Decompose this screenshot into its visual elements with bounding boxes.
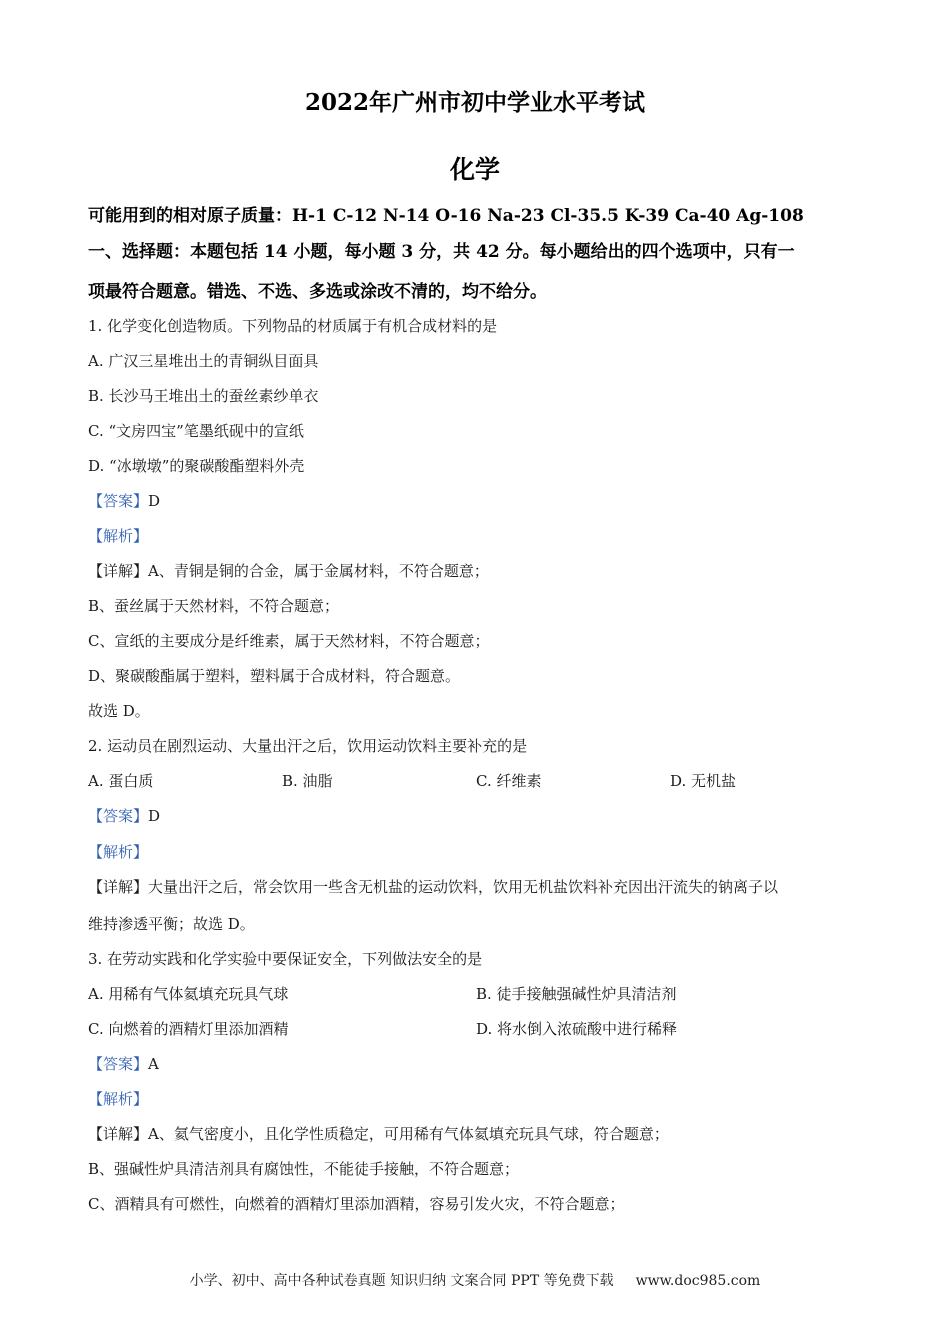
q1-option-b: B. 长沙马王堆出土的蚕丝素纱单衣 [88,387,319,405]
detail-label: 【详解】 [88,562,149,580]
q2-answer-value: D [148,807,161,825]
detail-label: 【详解】 [88,1125,149,1143]
q2-option-c: C. 纤维素 [476,772,542,790]
q2-detail-line2: 维持渗透平衡；故选 D。 [88,915,255,933]
q1-conclusion: 故选 D。 [88,702,150,720]
q2-analysis-label: 【解析】 [88,843,149,861]
q1-option-a: A. 广汉三星堆出土的青铜纵目面具 [88,352,319,370]
atomic-masses: 可能用到的相对原子质量：H-1 C-12 N-14 O-16 Na-23 Cl-35.5 K-39 Ca-40 Ag-108 [88,206,804,226]
q1-answer [88,491,160,511]
q2-detail-text: 大量出汗之后，常会饮用一些含无机盐的运动饮料，饮用无机盐饮料补充因出汗流失的钠离子以 [148,878,779,896]
q3-detail-text: A、氦气密度小，且化学性质稳定，可用稀有气体氦填充玩具气球，符合题意； [148,1125,669,1143]
footer-text: 小学、初中、高中各种试卷真题 知识归纳 文案合同 PPT 等免费下载 [189,1273,614,1289]
q3-answer [88,1054,159,1074]
q1-detail-line2: B、蚕丝属于天然材料，不符合题意； [88,597,340,615]
q1-answer-value: D [148,492,161,510]
section-intro-line1: 一、选择题：本题包括 14 小题，每小题 3 分，共 42 分。每小题给出的四个选项中，只有一 [88,242,795,262]
subject-title: 化学 [449,155,500,184]
q3-option-a: A. 用稀有气体氦填充玩具气球 [88,985,289,1003]
q1-detail-line4: D、聚碳酸酯属于塑料，塑料属于合成材料，符合题意。 [88,667,461,685]
q3-detail-line3: C、酒精具有可燃性，向燃着的酒精灯里添加酒精，容易引发火灾，不符合题意； [88,1195,625,1213]
answer-label: 【答案】 [88,807,149,825]
detail-label: 【详解】 [88,878,149,896]
q1-detail-text: A、青铜是铜的合金，属于金属材料，不符合题意； [148,562,489,580]
q1-detail-line1 [88,561,489,581]
section-intro-line2: 项最符合题意。错选、不选、多选或涂改不清的，均不给分。 [88,282,547,302]
q2-option-a: A. 蛋白质 [88,772,154,790]
q3-analysis-label: 【解析】 [88,1090,149,1108]
answer-label: 【答案】 [88,492,149,510]
q3-detail-line1 [88,1124,669,1144]
q3-answer-value: A [148,1055,159,1073]
answer-label: 【答案】 [88,1055,149,1073]
q1-option-d: D. “冰墩墩”的聚碳酸酯塑料外壳 [88,457,305,475]
q2-answer [88,806,160,826]
q2-option-d: D. 无机盐 [670,772,737,790]
footer-url-link[interactable]: www.doc985.com [635,1273,761,1289]
q3-option-d: D. 将水倒入浓硫酸中进行稀释 [476,1020,678,1038]
q2-stem: 2. 运动员在剧烈运动、大量出汗之后，饮用运动饮料主要补充的是 [88,737,528,755]
page-footer [0,1270,950,1290]
q3-option-c: C. 向燃着的酒精灯里添加酒精 [88,1020,289,1038]
q1-stem: 1. 化学变化创造物质。下列物品的材质属于有机合成材料的是 [88,317,498,335]
q2-detail-line1 [88,877,778,897]
q3-detail-line2: B、强碱性炉具清洁剂具有腐蚀性，不能徒手接触，不符合题意； [88,1160,520,1178]
q3-stem: 3. 在劳动实践和化学实验中要保证安全，下列做法安全的是 [88,950,483,968]
exam-title: 2022年广州市初中学业水平考试 [304,89,645,116]
q1-option-c: C. “文房四宝”笔墨纸砚中的宣纸 [88,422,304,440]
q2-option-b: B. 油脂 [282,772,333,790]
q1-analysis-label: 【解析】 [88,527,149,545]
q3-option-b: B. 徒手接触强碱性炉具清洁剂 [476,985,677,1003]
q1-detail-line3: C、宣纸的主要成分是纤维素，属于天然材料，不符合题意； [88,632,490,650]
